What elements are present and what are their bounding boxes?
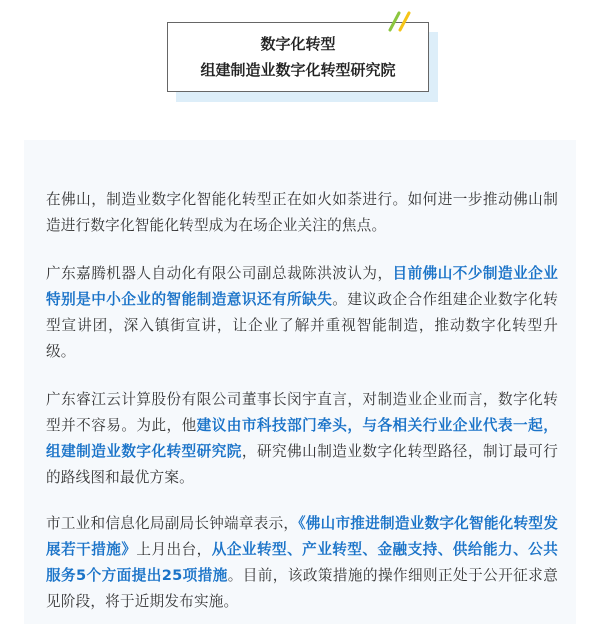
paragraph-4-text-mid: 上月出台， (136, 541, 212, 558)
paragraph-2-highlight: 目前佛山不少制造业企业特别是中小企业的智能制造意识还有所缺失 (46, 265, 558, 308)
section-title: 数字化转型 (260, 35, 336, 53)
paragraph-4-text-end: 。目前，该政策措施的操作细则正处于公开征求意见阶段，将于近期发布实施。 (46, 567, 558, 610)
paragraph-4 (46, 511, 558, 615)
section-title-box (167, 22, 429, 92)
paragraph-2 (46, 261, 558, 365)
paragraph-2-text-end: 。建议政企合作组建企业数字化转型宣讲团，深入镇街宣讲，让企业了解并重视智能制造，推动数字化转型升级。 (46, 291, 558, 360)
paragraph-1 (46, 187, 558, 239)
paragraph-3 (46, 387, 558, 491)
paragraph-3-text: 广东睿江云计算股份有限公司董事长闵宇直言，对制造业企业而言，数字化转型并不容易。为此，他 (46, 391, 558, 434)
paragraph-3-text-end: ，研究佛山制造业数字化转型路径，制订最可行的路线图和最优方案。 (46, 443, 559, 486)
section-subtitle: 组建制造业数字化转型研究院 (200, 61, 396, 79)
article-body (24, 140, 576, 624)
paragraph-3-highlight: 建议由市科技部门牵头，与各相关行业企业代表一起，组建制造业数字化转型研究院 (46, 417, 558, 460)
paragraph-1-text: 在佛山，制造业数字化智能化转型正在如火如荼进行。如何进一步推动佛山制造进行数字化智能化转型成为在场企业关注的焦点。 (46, 191, 558, 234)
paragraph-2-text: 广东嘉腾机器人自动化有限公司副总裁陈洪波认为， (46, 265, 393, 282)
decorative-slash-icon (386, 10, 416, 32)
paragraph-4-highlight-title: 《佛山市推进制造业数字化智能化转型发展若干措施》 (46, 515, 558, 558)
paragraph-4-text: 市工业和信息化局副局长钟端章表示， (46, 515, 299, 532)
paragraph-4-highlight-measures: 从企业转型、产业转型、金融支持、供给能力、公共服务5个方面提出25项措施 (46, 541, 558, 584)
